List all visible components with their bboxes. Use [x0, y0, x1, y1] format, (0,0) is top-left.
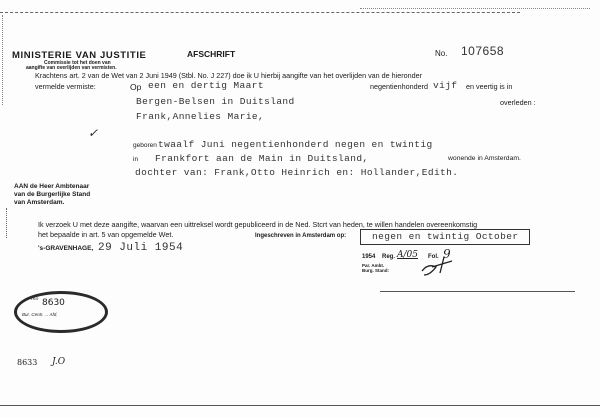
registry-year: 1954: [362, 254, 376, 260]
addressee-line-3: van Amsterdam.: [14, 199, 65, 206]
in-label: in: [133, 156, 139, 163]
request-line-2: het bepaalde in art. 5 van opgemelde Wet.: [38, 230, 174, 239]
residence-label: wonende in Amsterdam.: [448, 155, 521, 162]
top-edge-dots: [360, 8, 590, 10]
birth-date: twaalf Juni negentienhonderd negen en twintig: [158, 139, 433, 150]
document-type: AFSCHRIFT: [187, 49, 236, 59]
addressee-line-1: AAN de Heer Ambtenaar: [14, 183, 90, 190]
commission-line-2: aangifte van overlijden van vermisten.: [26, 65, 117, 71]
death-year: vijf: [433, 80, 458, 91]
commission-line-1: Commissie tot het doen van: [44, 60, 111, 66]
signing-city: 's-GRAVENHAGE,: [38, 245, 94, 252]
century-label: negentienhonderd: [370, 82, 428, 91]
signing-date: 29 Juli 1954: [98, 242, 184, 254]
stamp-prefix: No: [31, 296, 39, 302]
reg-label: Reg.: [382, 254, 396, 260]
fol-value: 9: [443, 247, 451, 261]
check-mark: ✓: [88, 126, 99, 140]
margin-mark: [6, 208, 8, 238]
overleden-label: overleden :: [500, 98, 536, 107]
year-suffix: en veertig is in: [466, 82, 513, 91]
stamp-text: Bur. Centr. ... Afd.: [22, 312, 58, 317]
stamp-number: 8630: [42, 298, 65, 308]
born-label: geboren: [133, 142, 157, 149]
parents: dochter van: Frank,Otto Heinrich en: Hollander,Edith.: [135, 167, 459, 178]
reg-value: A/05: [397, 250, 418, 260]
vermelde-label: vermelde vermiste:: [35, 82, 96, 91]
ministry-title: MINISTERIE VAN JUSTITIE: [12, 50, 147, 61]
registered-date: negen en twintig October: [372, 231, 519, 242]
official-line-1: Par. Ambt.: [362, 263, 385, 268]
document-number: 107658: [461, 44, 505, 58]
official-line-2: Burg. Stand:: [362, 268, 389, 273]
margin-mark: [2, 15, 4, 105]
declaration-line-1: Krachtens art. 2 van de Wet van 2 Juni 1949 (Stbl. No. J 227) doe ik U hierbij aangifte van het overlijden van de hieronder: [35, 71, 423, 80]
handwritten-number: 8633: [17, 358, 38, 367]
number-label: No.: [435, 49, 448, 58]
registered-label: Ingeschreven in Amsterdam op:: [255, 233, 347, 239]
handwritten-initials: J.O: [52, 357, 66, 367]
signature-icon: [418, 255, 458, 277]
birth-place: Frankfort aan de Main in Duitsland,: [155, 153, 369, 164]
top-edge-line: [0, 12, 520, 14]
addressee-line-2: van de Burgerlijke Stand: [14, 191, 91, 198]
deceased-name: Frank,Annelies Marie,: [136, 111, 265, 122]
fol-label: Fol.: [428, 254, 439, 260]
op-label: Op: [130, 82, 142, 92]
registry-rule: [380, 291, 575, 292]
death-date: een en dertig Maart: [148, 80, 264, 91]
request-line-1: Ik verzoek U met deze aangifte, waarvan een uittreksel wordt gepubliceerd in de Ned. Stcrt van heden, te willen handelen overeenkomstig: [38, 220, 478, 229]
place-of-death: Bergen-Belsen in Duitsland: [136, 96, 295, 107]
bottom-edge-line: [0, 405, 600, 406]
